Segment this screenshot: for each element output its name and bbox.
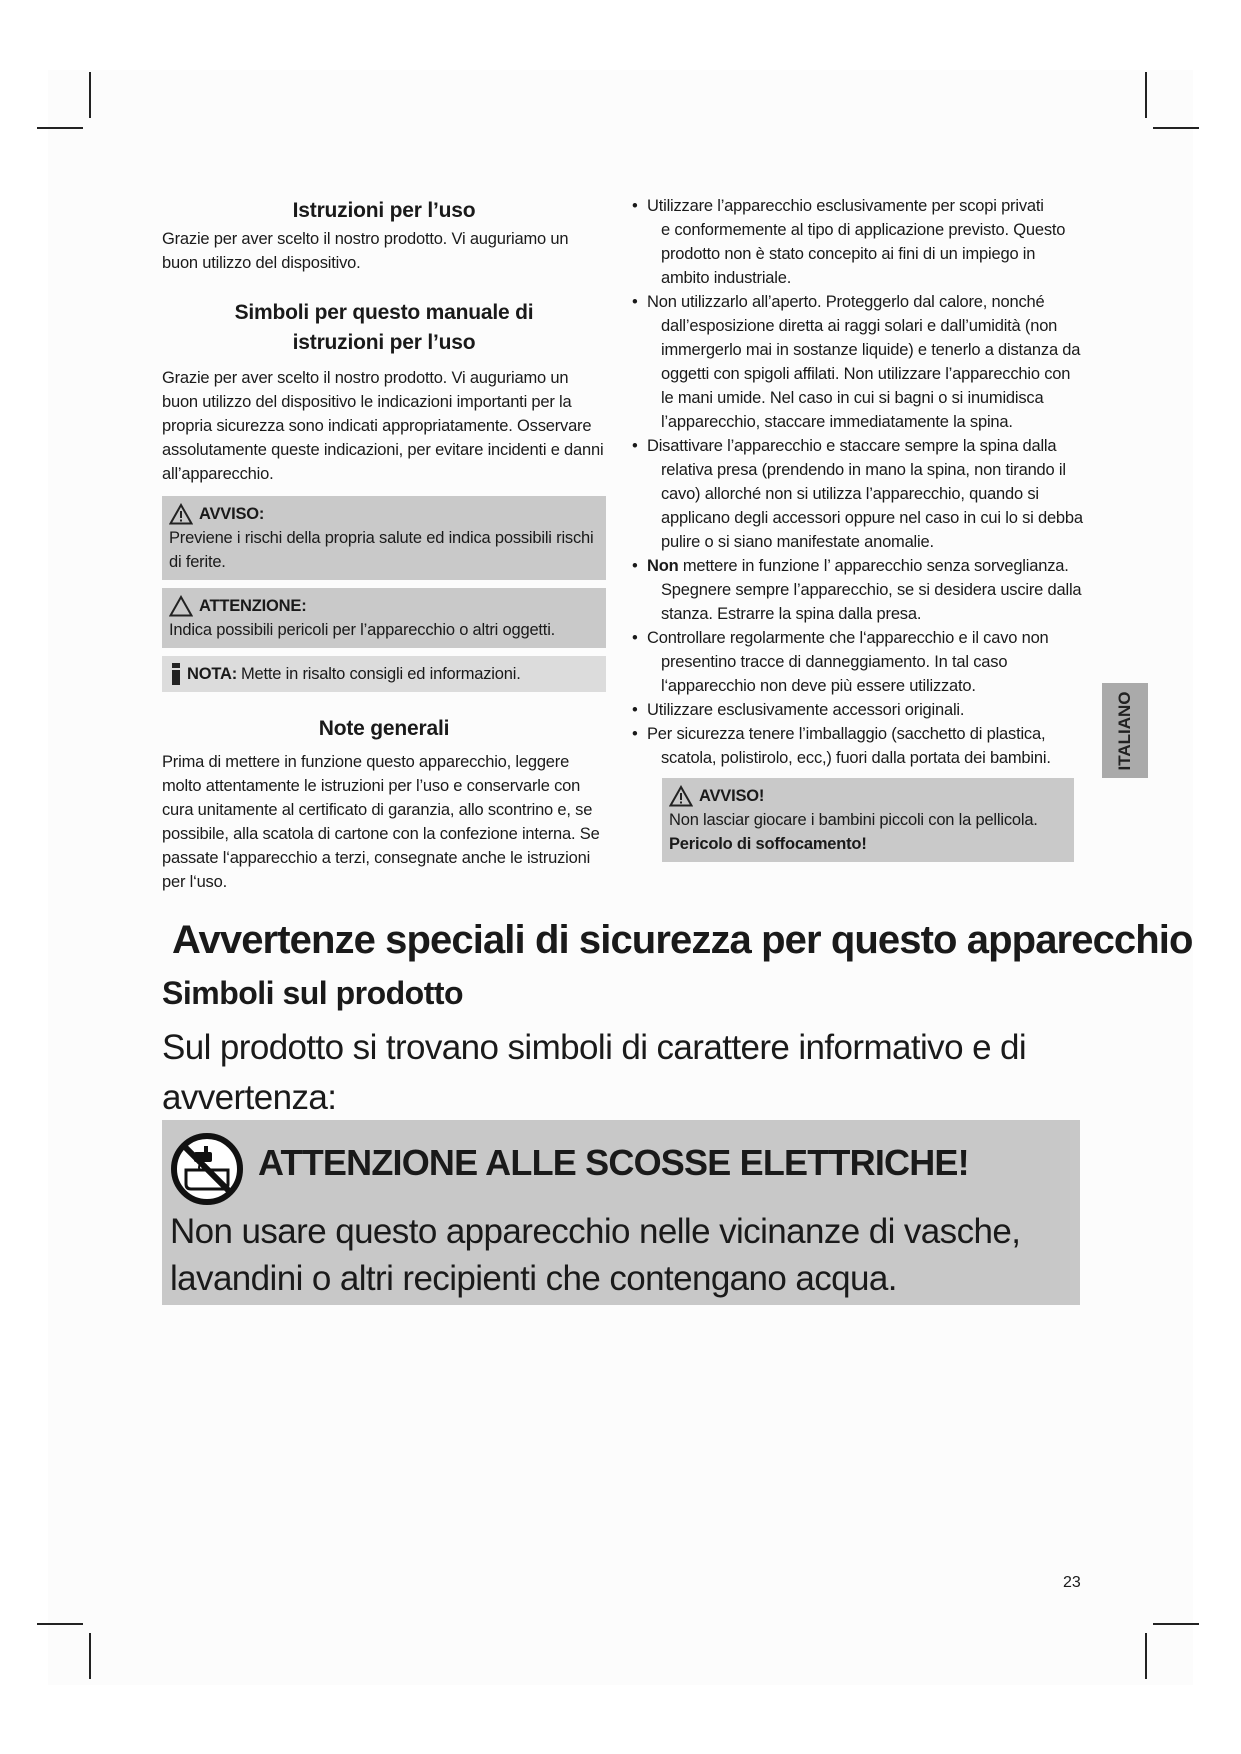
bullet-continuation: dall’esposizione diretta ai raggi solari e dall’umidità (non immergerlo mai in sostanze liquide) e tenerlo a distanza da oggetti con spigoli affilati. Non utilizzare l’apparecchio con le mani umide. Nel caso in cui si bagni o si inumidisca l’apparecchio, staccare immediatamente la spina. [661,317,1081,431]
bullet-item [632,290,1087,434]
section-title-simboli-1: Simboli per questo manuale di [234,301,534,324]
warning-triangle-icon [669,785,693,807]
crop-mark [1153,1623,1199,1625]
bullet-item [632,626,1087,698]
section-text-simboli: Grazie per aver scelto il nostro prodotto. Vi auguriamo un buon utilizzo del dispositivo le indicazioni importanti per la propria sicurezza sono indicati appropriatamente. Osservare assolutamente queste indicazioni, per evitare incidenti e danni all’apparecchio. [162,369,604,483]
nota-label: NOTA: [187,665,238,683]
nota-box [162,656,606,692]
page-number: 23 [1063,1574,1081,1591]
crop-mark [89,1633,91,1679]
avviso-box [162,496,606,580]
bullet-continuation: presentino tracce di danneggiamento. In tal caso l‘apparecchio non deve più essere utilizzato. [661,653,1008,695]
attenzione-title: ATTENZIONE: [199,597,307,615]
bullet-item [632,554,1087,626]
bullet-first-line: Utilizzare esclusivamente accessori originali. [647,701,965,719]
bullet-first-line: Non utilizzarlo all’aperto. Proteggerlo dal calore, nonché [647,293,1045,311]
section-title-note: Note generali [318,717,450,740]
bullet-item [632,194,1087,290]
avviso-title-row [169,502,599,526]
avviso-title: AVVISO: [199,505,265,523]
avviso-right-bold: Pericolo di soffocamento! [669,835,867,853]
bullet-item [632,722,1087,770]
special-subheading: Simboli sul prodotto [162,975,464,1011]
crop-mark [1145,1633,1147,1679]
special-intro: Sul prodotto si trovano simboli di carattere informativo e di avvertenza: [162,1028,1027,1117]
attenzione-title-row [169,594,599,618]
crop-mark [37,1623,83,1625]
bullet-first-line: Disattivare l’apparecchio e staccare sempre la spina dalla [647,437,1057,455]
avviso-right-title: AVVISO! [699,787,765,805]
bullet-first-line: Per sicurezza tenere l’imballaggio (sacchetto di plastica, [647,725,1046,743]
bullet-item [632,434,1087,554]
crop-mark [1145,72,1147,118]
avviso-right-text: Non lasciar giocare i bambini piccoli con la pellicola. [669,811,1038,829]
attenzione-box [162,588,606,648]
avviso-box-right [662,778,1074,862]
warning-triangle-icon [169,503,193,525]
language-tab-label: ITALIANO [1115,690,1134,771]
section-text-istruzioni: Grazie per aver scelto il nostro prodotto. Vi auguriamo un buon utilizzo del dispositivo. [162,230,569,272]
info-icon [169,662,183,686]
caution-triangle-icon [169,595,193,617]
warning-title: ATTENZIONE ALLE SCOSSE ELETTRICHE! [258,1142,969,1183]
bullet-continuation: Spegnere sempre l’apparecchio, se si desidera uscire dalla stanza. Estrarre la spina dalla presa. [661,581,1082,623]
crop-mark [89,72,91,118]
bullet-continuation: scatola, polistirolo, ecc,) fuori dalla portata dei bambini. [661,749,1051,767]
warning-text: Non usare questo apparecchio nelle vicinanze di vasche, lavandini o altri recipienti che contengano acqua. [170,1212,1021,1298]
bullet-item [632,698,1087,722]
right-column [632,194,1087,862]
bullet-first-line: Controllare regolarmente che l‘apparecchio e il cavo non [647,629,1049,647]
avviso-text: Previene i rischi della propria salute ed indica possibili rischi di ferite. [169,529,594,571]
crop-mark [1153,127,1199,129]
attenzione-text: Indica possibili pericoli per l’apparecchio o altri oggetti. [169,621,556,639]
left-column [162,196,606,894]
section-text-note: Prima di mettere in funzione questo apparecchio, leggere molto attentamente le istruzioni per l’uso e conservarle con cura unitamente al certificato di garanzia, allo scontrino e, se possibile, alla scatola di cartone con la confezione interna. Se passate l‘apparecchio a terzi, consegnate anche le istruzioni per l‘uso. [162,753,600,891]
bullet-first-line: mettere in funzione l’ apparecchio senza sorveglianza. [678,557,1069,575]
section-title-simboli-2: istruzioni per l’uso [292,331,476,354]
bullet-first-line: Utilizzare l’apparecchio esclusivamente per scopi privati [647,197,1044,215]
no-bath-icon [170,1132,244,1206]
crop-mark [37,127,83,129]
section-title-istruzioni: Istruzioni per l’uso [292,199,476,222]
nota-text: Mette in risalto consigli ed informazioni. [241,665,521,683]
special-heading: Avvertenze speciali di sicurezza per questo apparecchio [172,918,1193,962]
bullet-bold: Non [647,557,679,575]
bullet-list [632,194,1087,770]
avviso-right-title-row [669,784,1067,808]
bullet-continuation: relativa presa (prendendo in mano la spina, non tirando il cavo) allorché non si utilizza l’apparecchio, quando si applicano degli accessori oppure nel caso in cui lo si debba pulire o si siano manifestate anomalie. [661,461,1083,551]
bullet-continuation: e conformemente al tipo di applicazione previsto. Questo prodotto non è stato concepito ai fini di un impiego in ambito industriale. [661,221,1066,287]
language-tab [1102,683,1148,778]
electric-shock-warning-box [162,1120,1080,1305]
